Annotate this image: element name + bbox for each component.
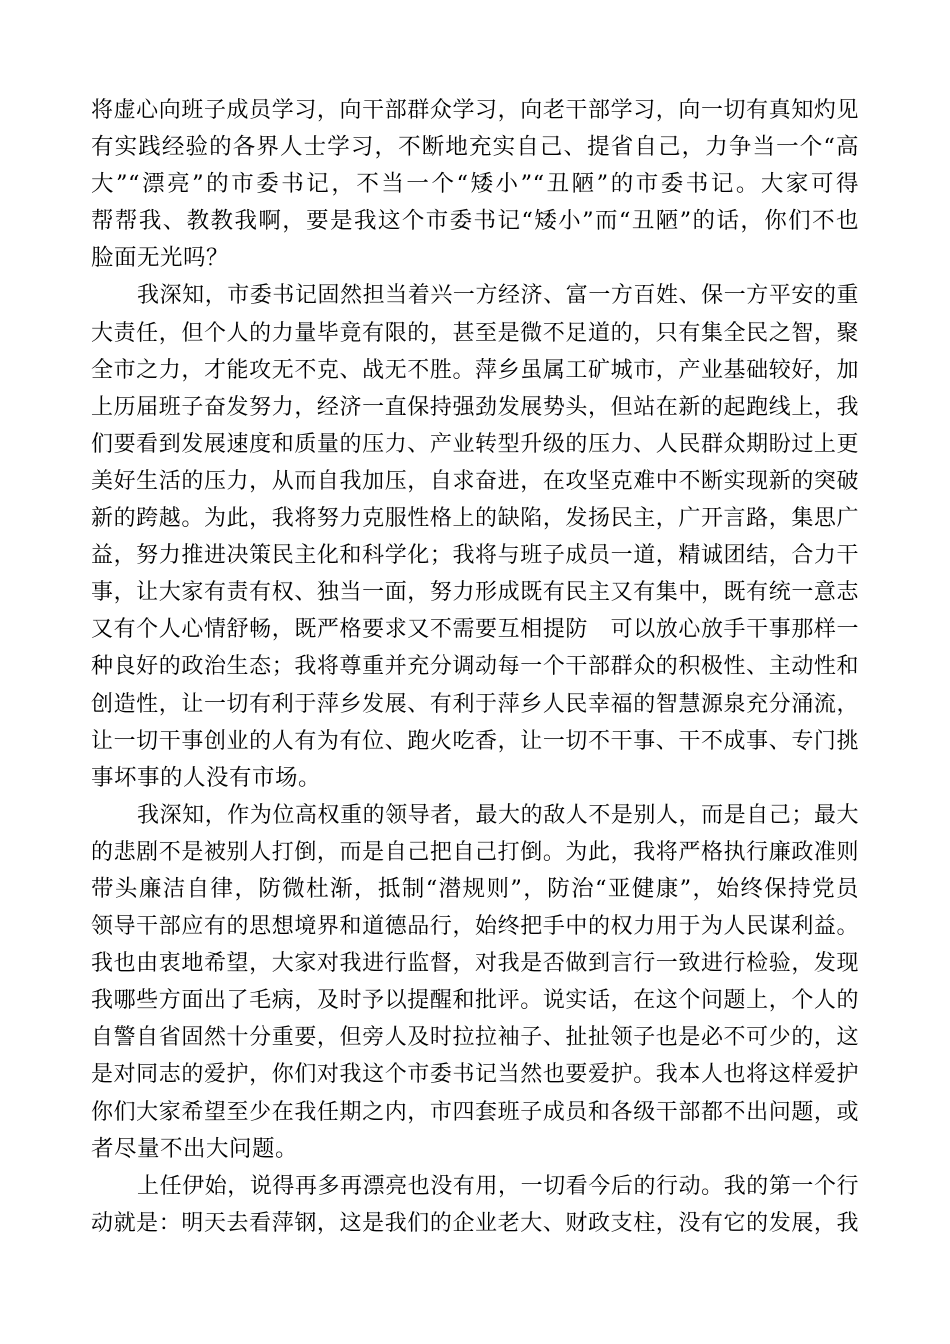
text-line: 美好生活的压力，从而自我加压，自求奋进，在攻坚克难中不断实现新的突破	[91, 468, 859, 494]
text-line: 是对同志的爱护，你们对我这个市委书记当然也要爱护。我本人也将这样爱护	[91, 1062, 859, 1088]
document-body	[91, 92, 859, 1242]
text-line: 有实践经验的各界人士学习，不断地充实自己、提省自己，力争当一个“高	[91, 134, 859, 161]
text-line: 将虚心向班子成员学习，向干部群众学习，向老干部学习，向一切有真知灼见	[91, 98, 859, 123]
text-line: 你们大家希望至少在我任期之内，市四套班子成员和各级干部都不出问题，或	[91, 1099, 859, 1125]
text-line: 创造性，让一切有利于萍乡发展、有利于萍乡人民幸福的智慧源泉充分涌流，	[91, 691, 859, 717]
paragraph-1	[91, 92, 859, 277]
text-line: 我也由衷地希望，大家对我进行监督，对我是否做到言行一致进行检验，发现	[91, 951, 859, 977]
text-line: 脸面无光吗？	[91, 245, 230, 272]
text-line: 我深知，市委书记固然担当着兴一方经济、富一方百姓、保一方平安的重	[137, 283, 859, 309]
paragraph-2	[91, 277, 859, 796]
text-line: 种良好的政治生态；我将尊重并充分调动每一个干部群众的积极性、主动性和	[91, 654, 859, 680]
text-line: 带头廉洁自律，防微杜渐，抵制“潜规则”，防治“亚健康”，始终保持党员	[91, 875, 859, 902]
text-line: 上历届班子奋发努力，经济一直保持强劲发展势头，但站在新的起跑线上，我	[91, 394, 859, 420]
text-line: 动就是：明天去看萍钢，这是我们的企业老大、财政支柱，没有它的发展，我	[91, 1210, 859, 1236]
text-line: 大责任，但个人的力量毕竟有限的，甚至是微不足道的，只有集全民之智，聚	[91, 320, 859, 346]
paragraph-3	[91, 797, 859, 1168]
text-line: 益，努力推进决策民主化和科学化；我将与班子成员一道，精诚团结，合力干	[91, 543, 859, 569]
text-line: 大”“漂亮”的市委书记，不当一个“矮小”“丑陋”的市委书记。大家可得	[91, 171, 859, 198]
text-line: 者尽量不出大问题。	[91, 1135, 299, 1162]
paragraph-4	[91, 1168, 859, 1242]
text-line: 让一切干事创业的人有为有位、跑火吃香，让一切不干事、干不成事、专门挑	[91, 728, 859, 754]
text-line: 领导干部应有的思想境界和道德品行，始终把手中的权力用于为人民谋利益。	[91, 914, 859, 940]
text-line: 事，让大家有责有权、独当一面，努力形成既有民主又有集中，既有统一意志	[91, 580, 859, 606]
text-line: 上任伊始，说得再多再漂亮也没有用，一切看今后的行动。我的第一个行	[137, 1173, 859, 1199]
text-line: 我深知，作为位高权重的领导者，最大的敌人不是别人，而是自己；最大	[137, 802, 859, 828]
text-line: 又有个人心情舒畅，既严格要求又不需要互相提防 可以放心放手干事那样一	[91, 617, 859, 643]
text-line: 们要看到发展速度和质量的压力、产业转型升级的压力、人民群众期盼过上更	[91, 431, 859, 457]
text-line: 的悲剧不是被别人打倒，而是自己把自己打倒。为此，我将严格执行廉政准则	[91, 839, 859, 865]
text-line: 新的跨越。为此，我将努力克服性格上的缺陷，发扬民主，广开言路，集思广	[91, 506, 859, 532]
text-line: 全市之力，才能攻无不克、战无不胜。萍乡虽属工矿城市，产业基础较好，加	[91, 357, 859, 383]
text-line: 我哪些方面出了毛病，及时予以提醒和批评。说实话，在这个问题上，个人的	[91, 988, 859, 1014]
text-line: 帮帮我、教教我啊，要是我这个市委书记“矮小”而“丑陋”的话，你们不也	[91, 208, 859, 235]
text-line: 自警自省固然十分重要，但旁人及时拉拉袖子、扯扯领子也是必不可少的，这	[91, 1025, 859, 1051]
text-line: 事坏事的人没有市场。	[91, 764, 322, 791]
